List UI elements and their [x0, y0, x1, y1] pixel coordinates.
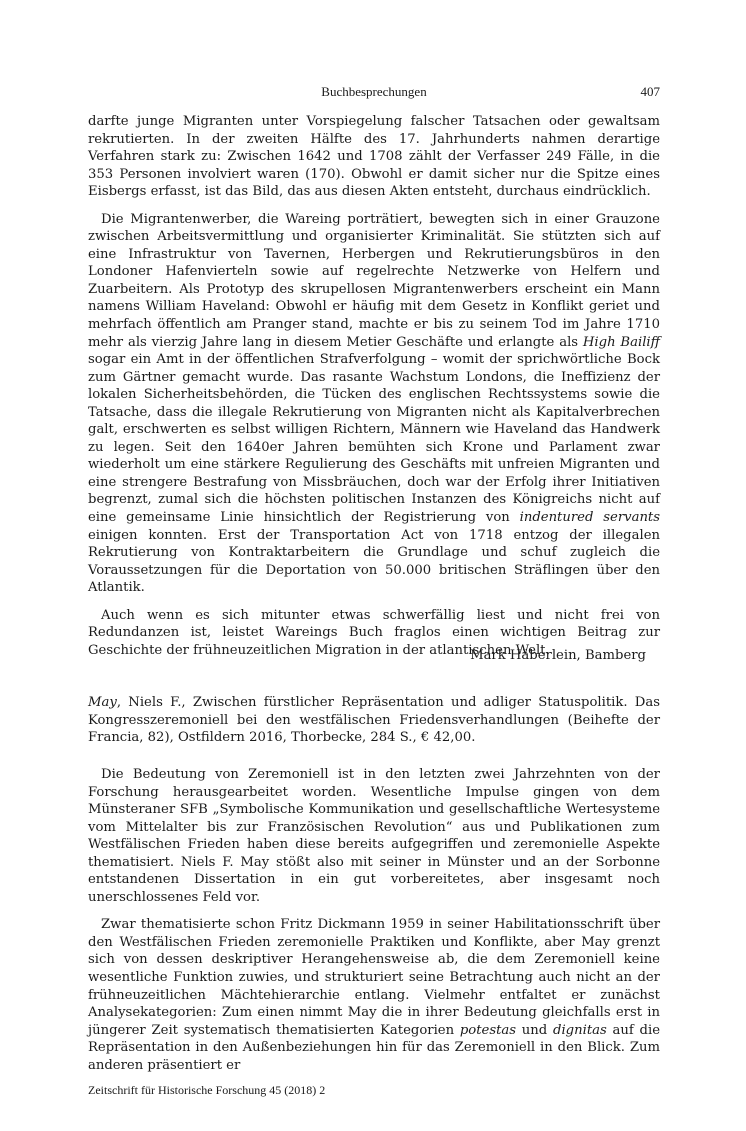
book-author: May	[88, 695, 117, 710]
running-title: Buchbesprechungen	[321, 84, 427, 99]
emphasis: potestas	[459, 1022, 517, 1038]
emphasis: dignitas	[553, 1022, 607, 1038]
reviewer-signature: Mark Häberlein, Bamberg	[470, 648, 646, 663]
page-number: 407	[640, 84, 660, 99]
review-1-body	[88, 113, 660, 659]
paragraph: Die Bedeutung von Zeremoniell ist in den letzten zwei Jahrzehnten von der Forschung herausgearbeitet worden. Wesentliche Impulse gingen von dem Münsteraner SFB „Symbolische Kommunikation und gesellschaftliche Wertesysteme vom Mittelalter bis zur Französischen Revolution“ aus und Publikationen zum Westfälischen Frieden haben diese bereits aufgegriffen und zeremonielle Aspekte thematisiert. Niels F. May stößt also mit seiner in Münster und an der Sorbonne entstandenen Dissertation in ein gut vorbereitetes, aber insgesamt noch unerschlossenes Feld vor.	[88, 767, 660, 905]
emphasis: indentured servants	[519, 510, 661, 526]
review-2-body	[88, 766, 660, 1074]
paragraph: Auch wenn es sich mitunter etwas schwerfällig liest und nicht frei von Redundanzen ist, leistet Wareings Buch fraglos einen wichtigen Beitrag zur Geschichte der frühneuzeitlichen Migration in der atlantischen Welt.	[88, 607, 660, 658]
paragraph: Die Migrantenwerber, die Wareing porträtiert, bewegten sich in einer Grauzone zwischen Arbeitsvermittlung und organisierter Kriminalität. Sie stützten sich auf eine Infrastruktur von Tavernen, Herbergen und Rekrutierungsbüros in den Londoner Hafenvierteln sowie auf regelrechte Netzwerke von Helfern und Zuarbeitern. Als Prototyp des skrupellosen Migrantenwerbers erscheint ein Mann namens William Haveland: Obwohl er häufig mit dem Gesetz in Konflikt geriet und mehrfach öffentlich am Pranger stand, machte er bis zu seinem Tod im Jahre 1710 mehr als vierzig Jahre lang in diesem Metier Geschäfte und erlangte als High Bailiff sogar ein Amt in der öffentlichen Strafverfolgung – womit der sprichwörtliche Bock zum Gärtner gemacht wurde. Das rasante Wachstum Londons, die Ineffizienz der lokalen Sicherheitsbehörden, die Tücken des englischen Rechtssystems sowie die Tatsache, dass die illegale Rekrutierung von Migranten nicht als Kapitalverbrechen galt, erschwerten es selbst willigen Richtern, Männern wie Haveland das Handwerk zu legen. Seit den 1640er Jahren bemühten sich Krone und Parlament zwar wiederholt um eine stärkere Regulierung des Geschäfts mit unfreien Migranten und eine strengere Bestrafung von Missbräuchen, doch war der Erfolg ihrer Initiativen begrenzt, zumal sich die höchsten politischen Instanzen des Königreichs nicht auf eine gemeinsame Linie hinsichtlich der Registrierung von indentured servants einigen konnten. Erst der Transportation Act von 1718 entzog der illegalen Rekrutierung von Kontraktarbeitern die Grundlage und schuf zugleich die Voraussetzungen für die Deportation von 50.000 britischen Sträflingen über den Atlantik.	[88, 211, 661, 596]
paragraph: Zwar thematisierte schon Fritz Dickmann 1959 in seiner Habilitationsschrift über den Westfälischen Frieden zeremonielle Praktiken und Konflikte, aber May grenzt sich von dessen deskriptiver Herangehensweise ab, die dem Zeremoniell keine wesentliche Funktion zuwies, und strukturiert seine Betrachtung auch nicht an der frühneuzeitlichen Mächtehierarchie entlang. Vielmehr entfaltet er zunächst Analysekategorien: Zum einen nimmt May die in ihrer Bedeutung gleichfalls erst in jüngerer Zeit systematisch thematisierten Kategorien potestas und dignitas auf die Repräsentation in den Außenbeziehungen hin für das Zeremoniell in den Blick. Zum anderen präsentiert er	[88, 917, 660, 1073]
running-header	[88, 84, 660, 102]
emphasis: High Bailiff	[582, 334, 660, 350]
paragraph: darfte junge Migranten unter Vorspiegelung falscher Tatsachen oder gewaltsam rekrutierten. In der zweiten Hälfte des 17. Jahrhunderts nahmen derartige Verfahren stark zu: Zwischen 1642 und 1708 zählt der Verfasser 249 Fälle, in die 353 Personen involviert waren (170). Obwohl er damit sicher nur die Spitze eines Eisbergs erfasst, ist das Bild, das aus diesen Akten entsteht, durchaus eindrücklich.	[88, 114, 660, 200]
review-2-citation	[88, 694, 660, 747]
journal-footer: Zeitschrift für Historische Forschung 45 (2018) 2	[88, 1083, 326, 1097]
book-citation: , Niels F., Zwischen fürstlicher Repräsentation und adliger Statuspolitik. Das Kongresszeremoniell bei den westfälischen Friedensverhandlungen (Beihefte der Francia, 82), Ostfildern 2016, Thorbecke, 284 S., € 42,00.	[88, 695, 660, 746]
